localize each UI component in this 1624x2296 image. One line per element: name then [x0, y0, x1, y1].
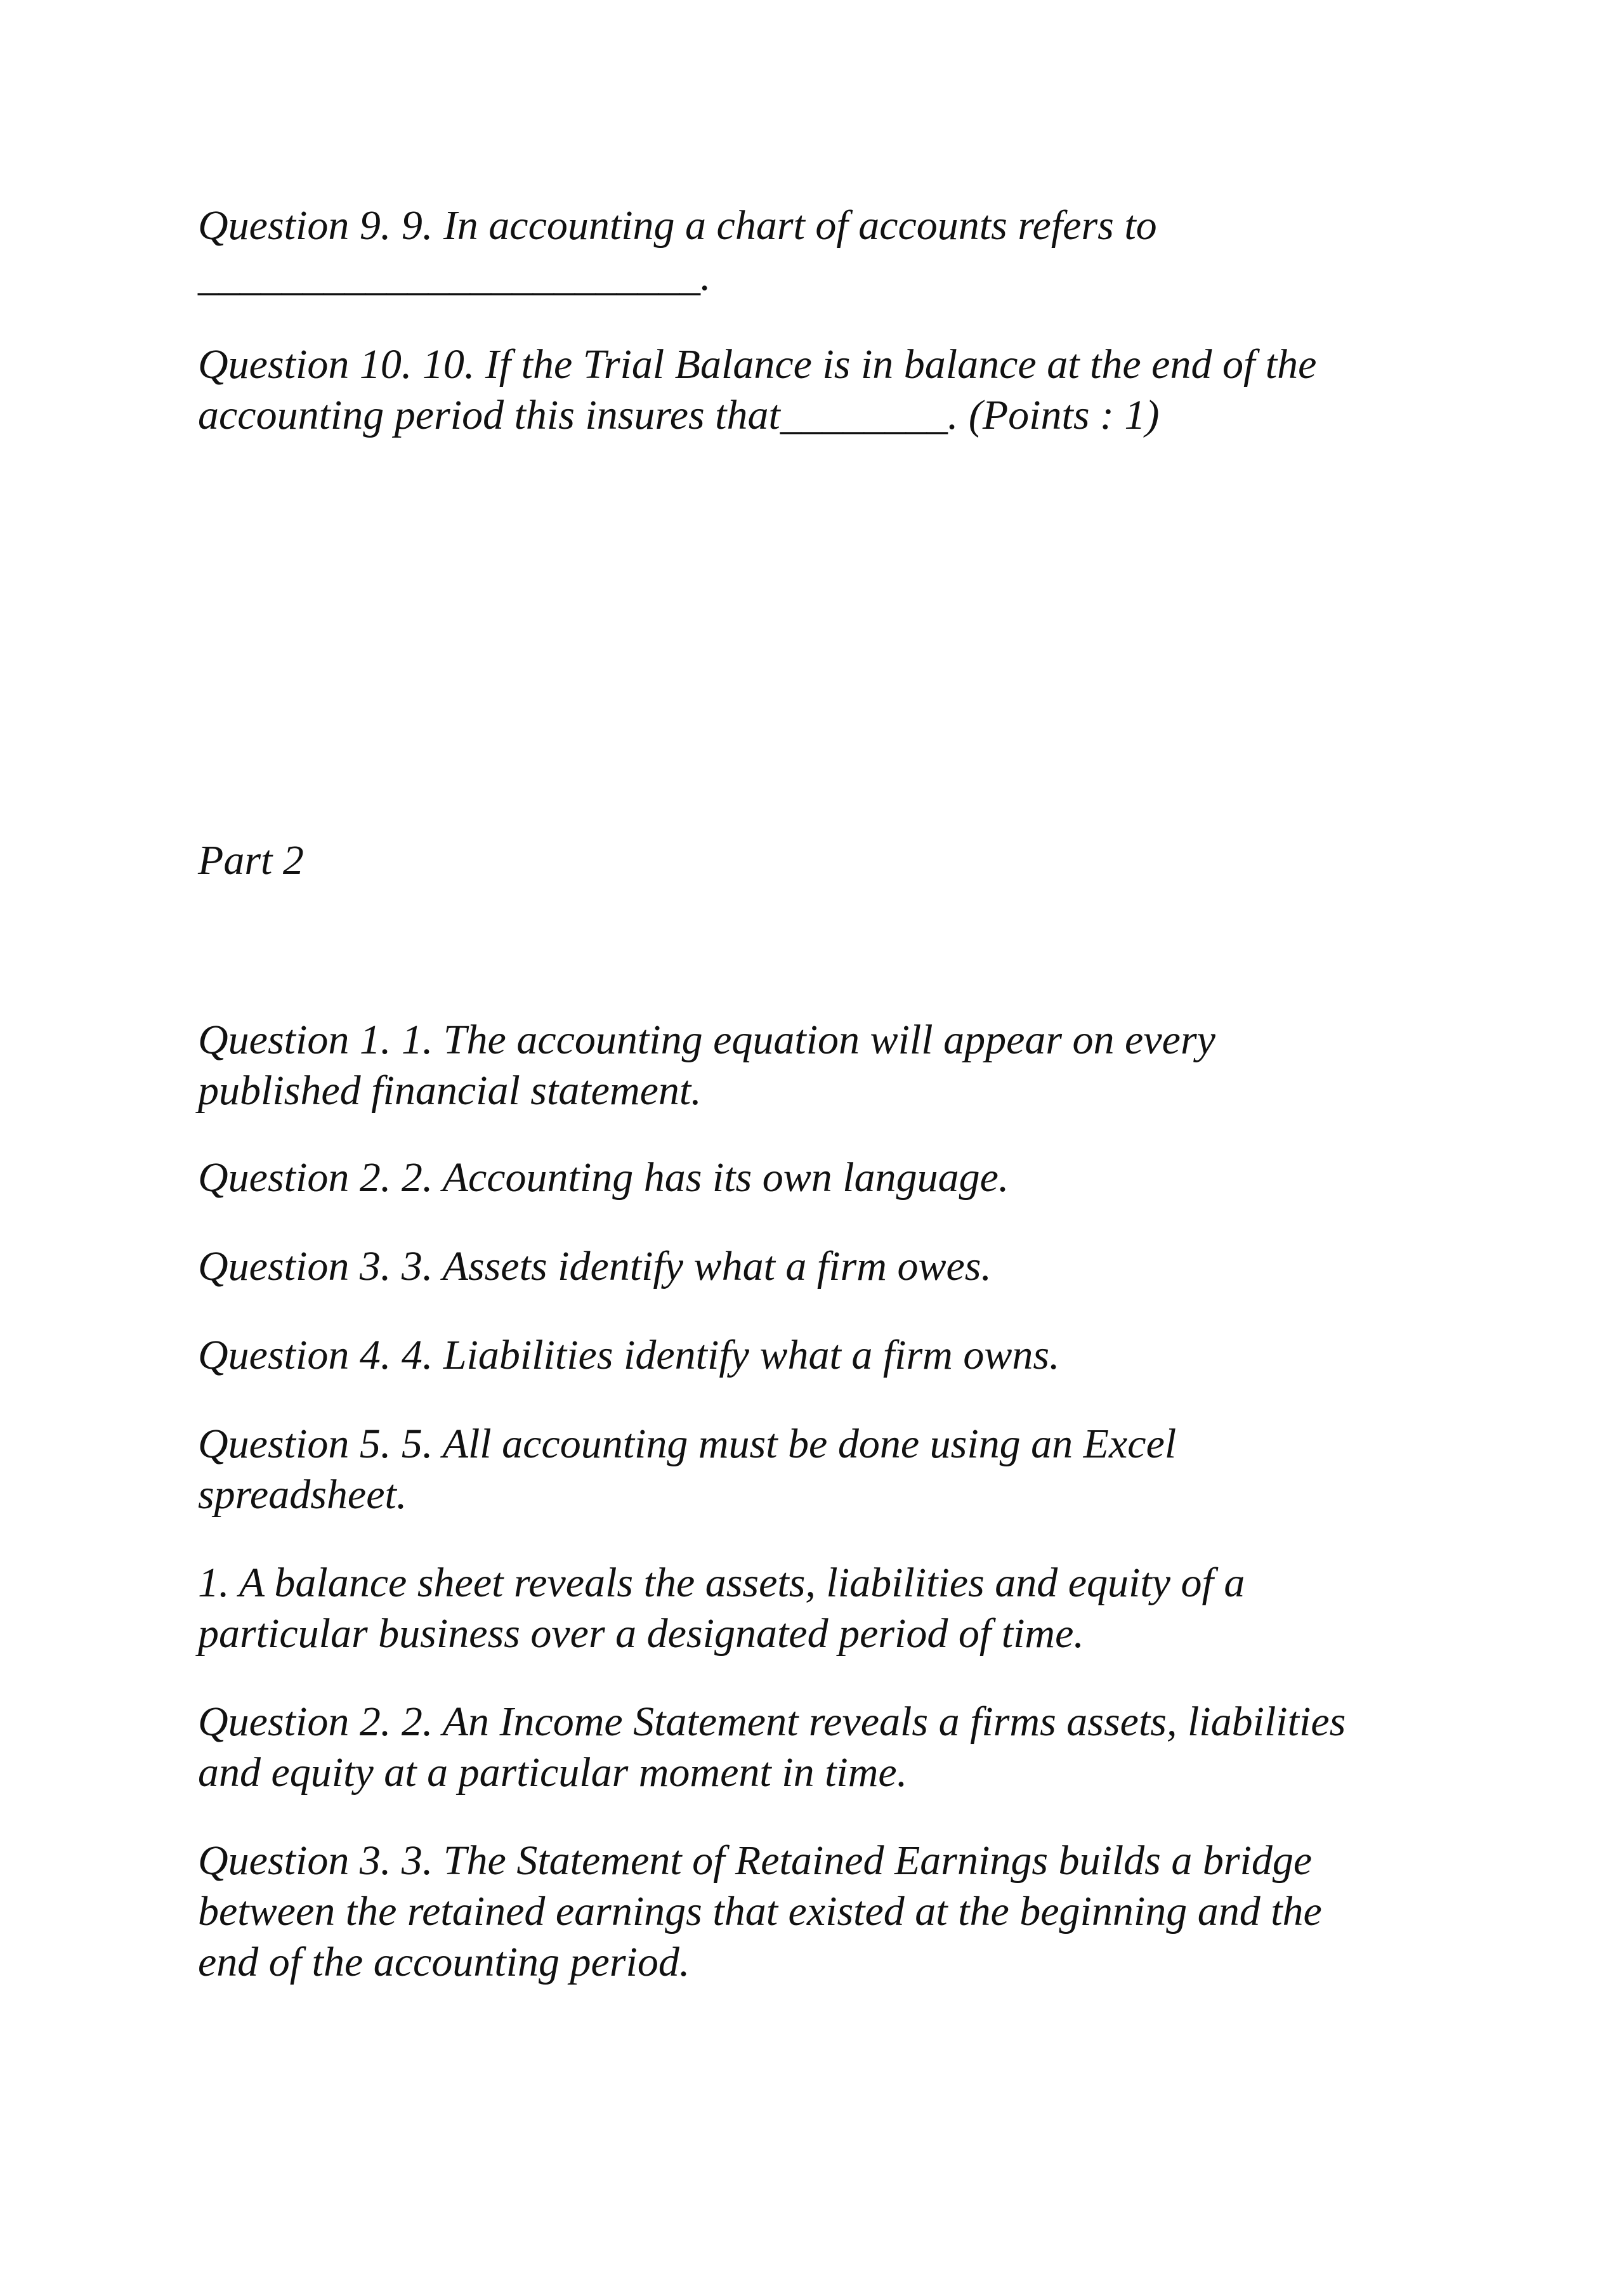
part-2-question-3b-line-1: Question 3. 3. The Statement of Retained Earnings builds a bridge	[198, 1837, 1313, 1884]
part-2-question-1-line-2: published financial statement.	[198, 1067, 702, 1114]
part-2-question-5-line-1: Question 5. 5. All accounting must be done using an Excel	[198, 1421, 1177, 1467]
question-9-line-2: ________________________.	[198, 253, 711, 299]
part-2-question-2-line-1: Question 2. 2. Accounting has its own language.	[198, 1154, 1009, 1201]
part-2-question-2b-line-2: and equity at a particular moment in time.	[198, 1749, 908, 1796]
part-2-item-1-balance-sheet	[198, 1558, 1454, 1659]
part-2-question-2-income-statement	[198, 1697, 1454, 1798]
part-2-question-3b-line-3: end of the accounting period.	[198, 1939, 690, 1985]
part-2-item-1-line-1: 1. A balance sheet reveals the assets, liabilities and equity of a	[198, 1560, 1245, 1606]
part-2-question-2	[198, 1152, 1454, 1203]
part-2-question-3	[198, 1241, 1454, 1292]
part-2-question-3-retained-earnings	[198, 1836, 1454, 1988]
part-2-question-4-line-1: Question 4. 4. Liabilities identify what a firm owns.	[198, 1332, 1060, 1378]
question-10-line-2: accounting period this insures that________. (Points : 1)	[198, 392, 1160, 438]
part-2-question-3-line-1: Question 3. 3. Assets identify what a firm owes.	[198, 1243, 992, 1289]
part-2-question-5-line-2: spreadsheet.	[198, 1471, 407, 1518]
part-2-question-1-line-1: Question 1. 1. The accounting equation will appear on every	[198, 1017, 1215, 1063]
part-2-question-1	[198, 1015, 1454, 1116]
part-2-question-5	[198, 1419, 1454, 1520]
part-2-heading	[198, 835, 1454, 886]
question-10	[198, 339, 1454, 441]
question-10-line-1: Question 10. 10. If the Trial Balance is in balance at the end of the	[198, 341, 1317, 388]
part-2-heading-text: Part 2	[198, 837, 304, 884]
part-2-question-3b-line-2: between the retained earnings that existed at the beginning and the	[198, 1888, 1322, 1934]
question-9-line-1: Question 9. 9. In accounting a chart of accounts refers to	[198, 202, 1157, 249]
question-9	[198, 200, 1454, 302]
part-2-question-4	[198, 1330, 1454, 1381]
part-2-item-1-line-2: particular business over a designated period of time.	[198, 1610, 1084, 1657]
part-2-question-2b-line-1: Question 2. 2. An Income Statement reveals a firms assets, liabilities	[198, 1699, 1346, 1745]
